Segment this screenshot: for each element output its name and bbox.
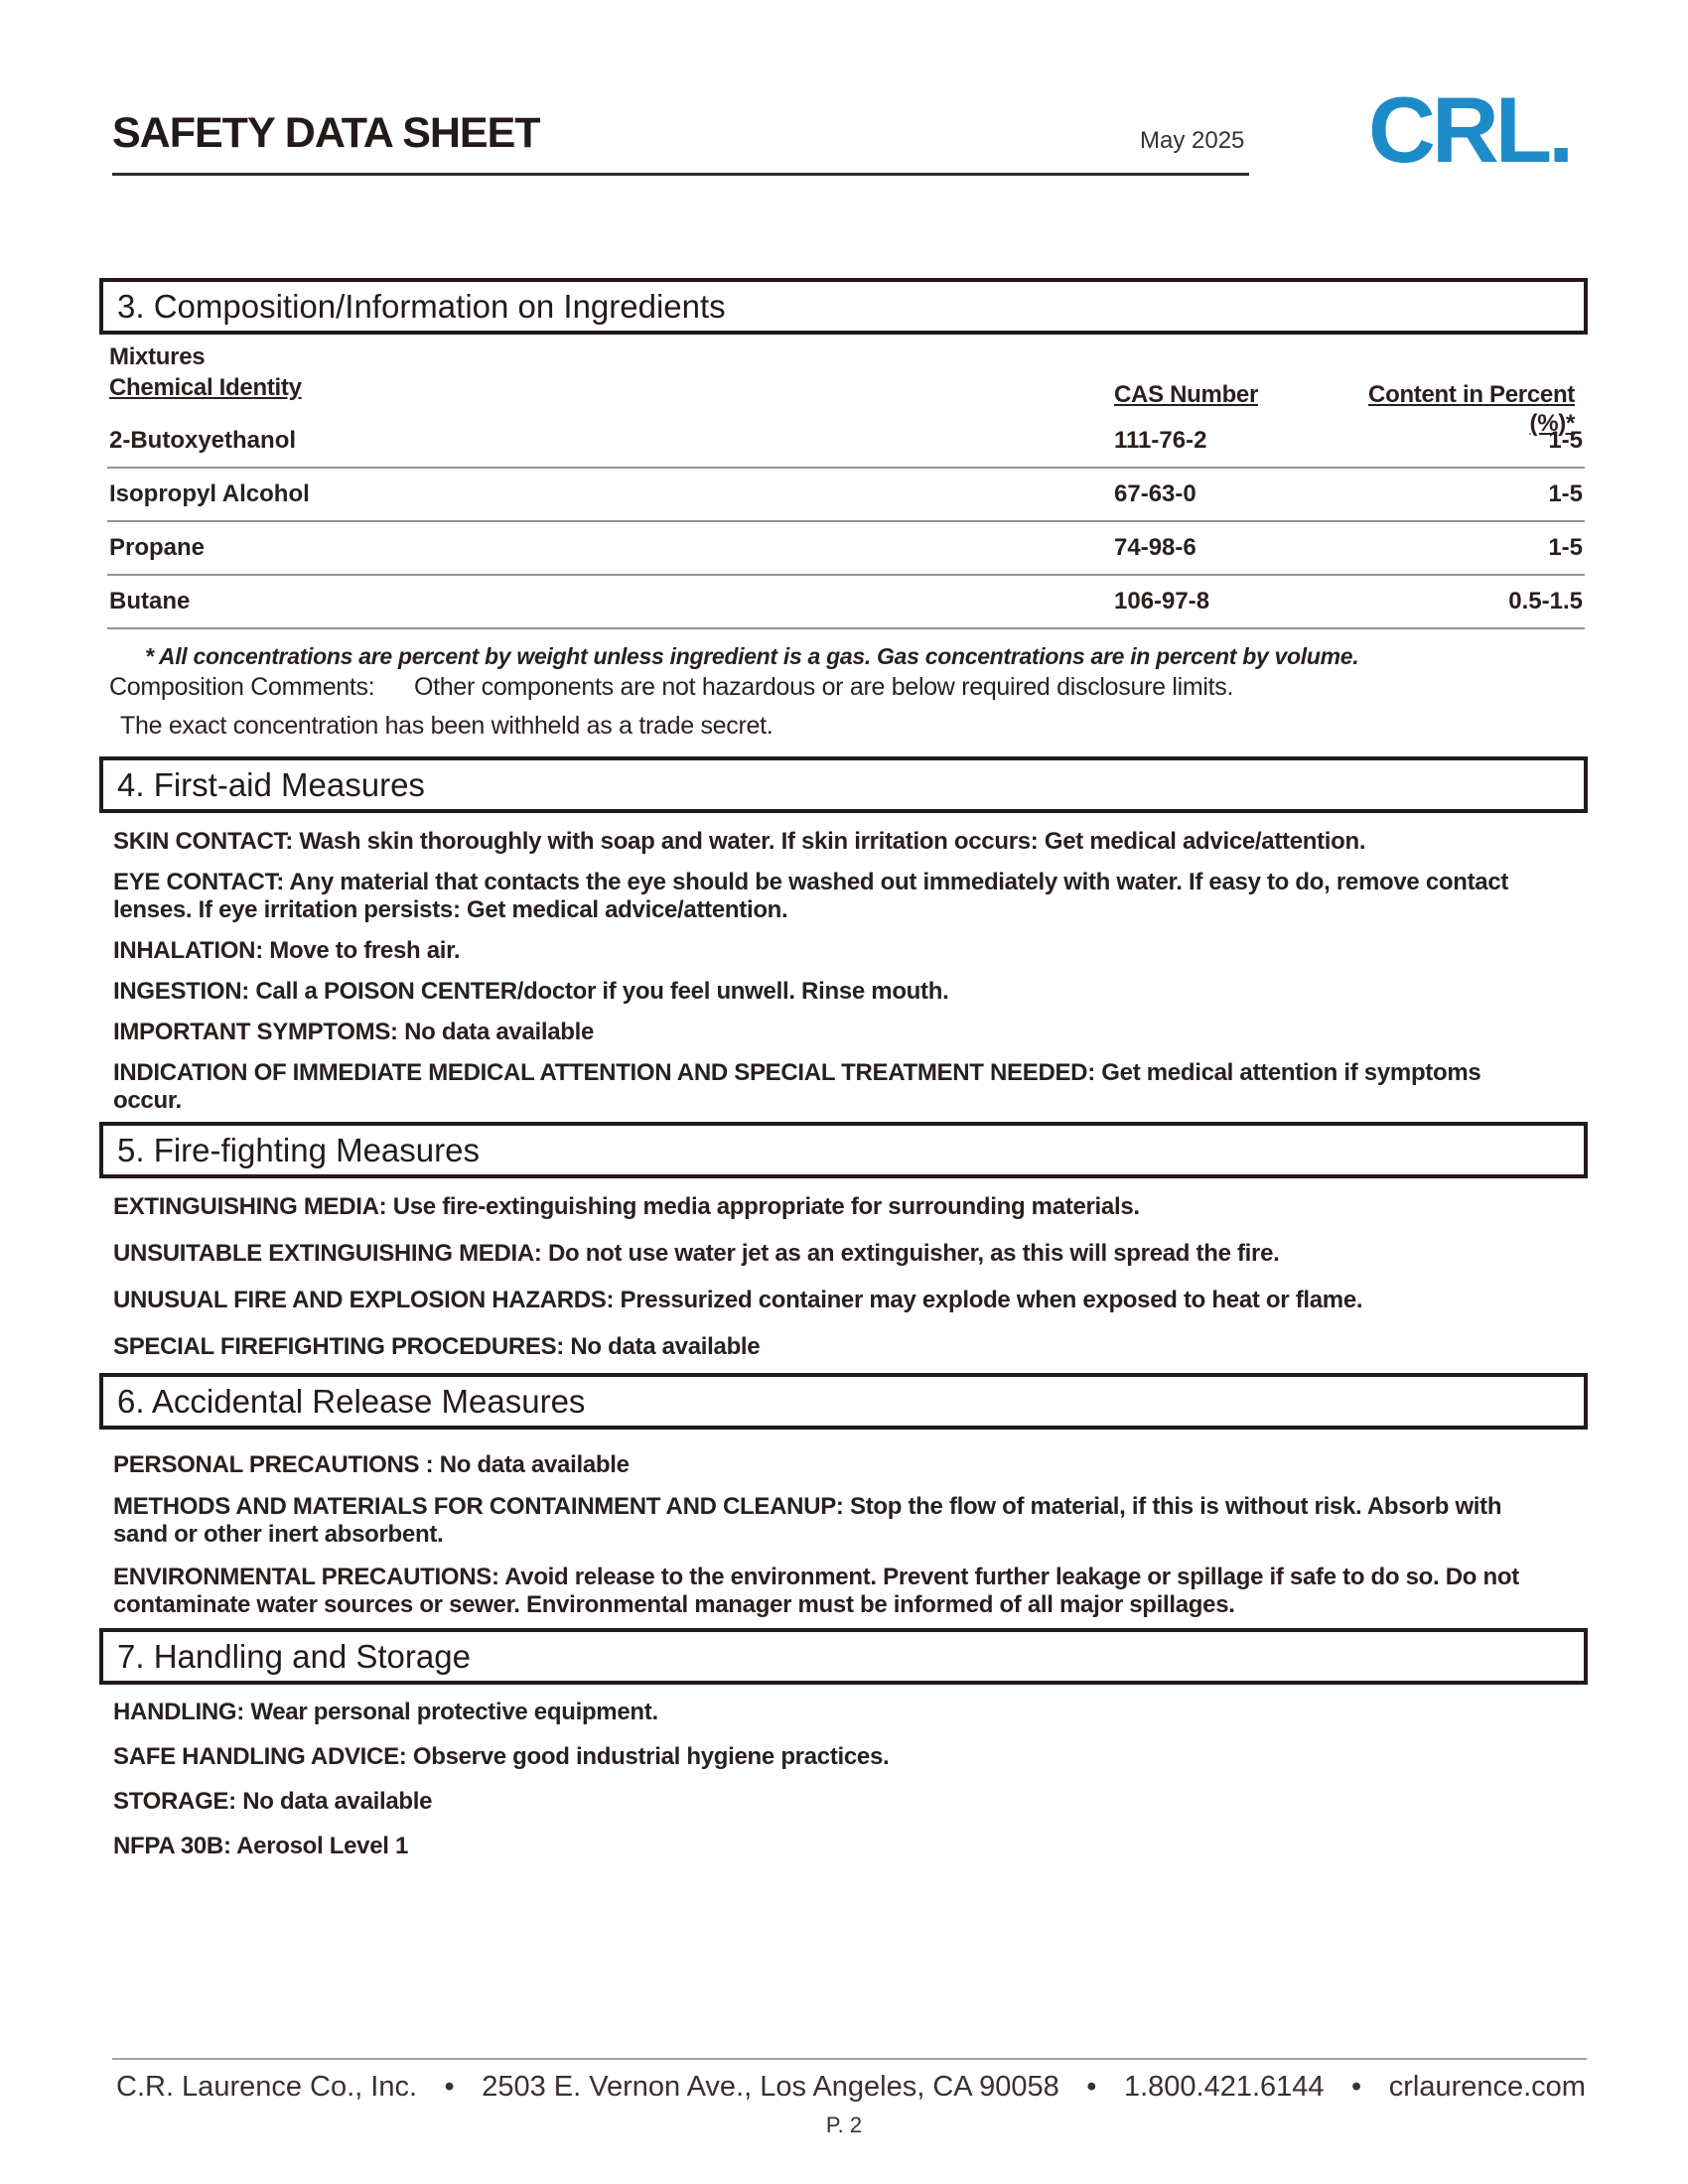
section-6-heading: 6. Accidental Release Measures [99, 1373, 1588, 1430]
fire-explosion-hazards: UNUSUAL FIRE AND EXPLOSION HAZARDS: Pressurized container may explode when exposed to heat or flame. [113, 1287, 1363, 1313]
content-percent: 1-5 [1548, 534, 1583, 561]
cas-number: 111-76-2 [1114, 427, 1207, 454]
footer-divider [112, 2058, 1587, 2060]
section-3-heading: 3. Composition/Information on Ingredients [99, 278, 1588, 335]
content-percent: 0.5-1.5 [1508, 588, 1583, 614]
footer-phone: 1.800.421.6144 [1123, 2071, 1325, 2103]
nfpa-level: NFPA 30B: Aerosol Level 1 [113, 1833, 409, 1859]
handling: HANDLING: Wear personal protective equipment. [113, 1699, 658, 1725]
concentration-footnote: * All concentrations are percent by weight unless ingredient is a gas. Gas concentrations are in percent by volume. [145, 643, 1359, 669]
table-row [107, 576, 1585, 629]
page-title: SAFETY DATA SHEET [112, 109, 540, 157]
eye-contact: EYE CONTACT: Any material that contacts the eye should be washed out immediately with water. If easy to do, remove contact [113, 869, 1509, 895]
chemical-name: Propane [109, 534, 206, 561]
unsuitable-extinguishing-media: UNSUITABLE EXTINGUISHING MEDIA: Do not use water jet as an extinguisher, as this will spread the fire. [113, 1240, 1280, 1267]
table-row [107, 522, 1585, 576]
trade-secret-note: The exact concentration has been withheld as a trade secret. [120, 712, 774, 740]
table-row [107, 415, 1585, 469]
ingestion: INGESTION: Call a POISON CENTER/doctor if you feel unwell. Rinse mouth. [113, 978, 949, 1005]
cas-number: 67-63-0 [1114, 480, 1196, 507]
footer-separator: • [1351, 2071, 1362, 2103]
table-row [107, 469, 1585, 522]
header-divider [112, 173, 1249, 176]
firefighting-procedures: SPECIAL FIREFIGHTING PROCEDURES: No data available [113, 1333, 761, 1360]
cas-number: 74-98-6 [1114, 534, 1196, 561]
medical-attention-cont: occur. [113, 1087, 182, 1114]
chemical-name: 2-Butoxyethanol [109, 427, 297, 454]
section-7-heading: 7. Handling and Storage [99, 1628, 1588, 1685]
mixtures-label: Mixtures [109, 343, 206, 370]
footer-contact [116, 2071, 1586, 2104]
footer-website[interactable]: crlaurence.com [1388, 2071, 1586, 2103]
important-symptoms: IMPORTANT SYMPTOMS: No data available [113, 1019, 595, 1045]
containment-cleanup-cont: sand or other inert absorbent. [113, 1521, 444, 1548]
page-number: P. 2 [825, 2113, 863, 2137]
col-content-percent: Content in Percent (%)* [1368, 381, 1575, 437]
section-4-heading: 4. First-aid Measures [99, 756, 1588, 813]
environmental-precautions: ENVIRONMENTAL PRECAUTIONS: Avoid release to the environment. Prevent further leakage or spillage if safe to do so. Do not [113, 1564, 1519, 1590]
cas-number: 106-97-8 [1114, 588, 1210, 614]
col-cas-number: CAS Number [1114, 381, 1259, 408]
company-logo: CRL. [1368, 77, 1571, 182]
composition-comments-text: Other components are not hazardous or are below required disclosure limits. [414, 673, 1234, 701]
footer-address: 2503 E. Vernon Ave., Los Angeles, CA 90058 [482, 2071, 1059, 2103]
environmental-precautions-cont: contaminate water sources or sewer. Environmental manager must be informed of all major spillages. [113, 1591, 1235, 1618]
footer-separator: • [444, 2071, 455, 2103]
personal-precautions: PERSONAL PRECAUTIONS : No data available [113, 1451, 630, 1478]
safe-handling-advice: SAFE HANDLING ADVICE: Observe good industrial hygiene practices. [113, 1743, 890, 1770]
medical-attention: INDICATION OF IMMEDIATE MEDICAL ATTENTION AND SPECIAL TREATMENT NEEDED: Get medical attention if symptoms [113, 1059, 1481, 1086]
footer-company: C.R. Laurence Co., Inc. [116, 2071, 418, 2103]
eye-contact-cont: lenses. If eye irritation persists: Get medical advice/attention. [113, 896, 788, 923]
chemical-name: Isopropyl Alcohol [109, 480, 310, 507]
content-percent: 1-5 [1548, 427, 1583, 454]
col-chemical-identity: Chemical Identity [109, 374, 302, 401]
storage: STORAGE: No data available [113, 1788, 433, 1815]
content-percent: 1-5 [1548, 480, 1583, 507]
inhalation: INHALATION: Move to fresh air. [113, 937, 461, 964]
containment-cleanup: METHODS AND MATERIALS FOR CONTAINMENT AND CLEANUP: Stop the flow of material, if this is without risk. Absorb with [113, 1493, 1502, 1520]
chemical-name: Butane [109, 588, 191, 614]
footer-separator: • [1086, 2071, 1097, 2103]
composition-comments-label: Composition Comments: [109, 673, 375, 701]
document-date: May 2025 [1140, 127, 1245, 154]
extinguishing-media: EXTINGUISHING MEDIA: Use fire-extinguishing media appropriate for surrounding materials. [113, 1193, 1140, 1220]
section-5-heading: 5. Fire-fighting Measures [99, 1122, 1588, 1178]
skin-contact: SKIN CONTACT: Wash skin thoroughly with soap and water. If skin irritation occurs: Get medical advice/attention. [113, 828, 1366, 855]
